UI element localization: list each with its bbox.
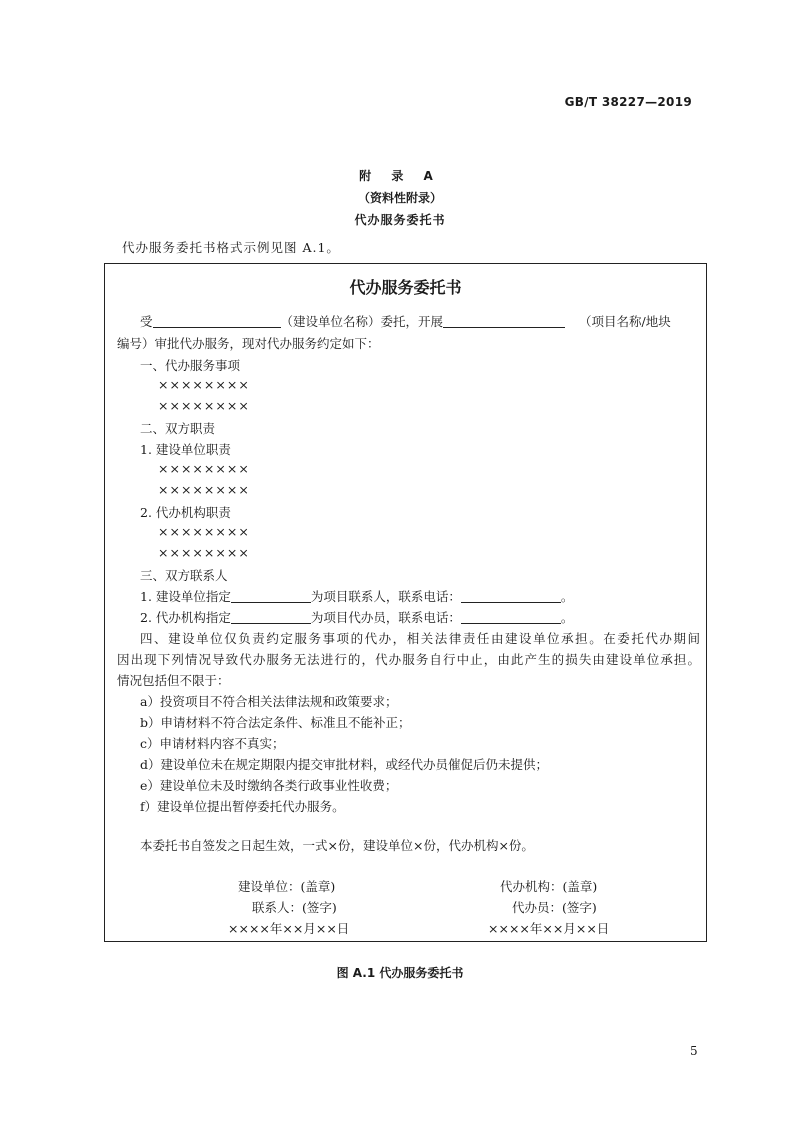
case-item: c）申请材料内容不真实； — [140, 736, 285, 751]
section-2-2-item: ×××××××× — [158, 545, 250, 560]
contact-2-label: 2. 代办机构指定 — [140, 610, 231, 625]
sign-unit-right: 代办机构：(盖章) — [500, 879, 598, 894]
section-2-1-item: ×××××××× — [158, 461, 250, 476]
period: 。 — [560, 589, 574, 604]
agent-name-blank — [231, 610, 311, 624]
sign-unit-left: 建设单位：(盖章) — [238, 879, 336, 894]
contact-2-text: 为项目代办员，联系电话： — [310, 610, 461, 625]
section-2-2-item: ×××××××× — [158, 524, 250, 539]
contact-line-2 — [140, 608, 573, 626]
annex-type: （资料性附录） — [357, 191, 442, 205]
section-1-heading: 一、代办服务事项 — [140, 358, 241, 373]
contact-line-1 — [140, 587, 573, 605]
case-item: f）建设单位提出暂停委托代办服务。 — [140, 799, 345, 814]
intro-text: 代办服务委托书格式示例见图 A.1。 — [122, 240, 340, 255]
contact-1-label: 1. 建设单位指定 — [140, 589, 231, 604]
section-2-1-heading: 1. 建设单位职责 — [140, 442, 231, 457]
case-item: a）投资项目不符合相关法律法规和政策要求； — [140, 694, 398, 709]
section-2-2-heading: 2. 代办机构职责 — [140, 505, 231, 520]
case-item: d）建设单位未在规定期限内提交审批材料，或经代办员催促后仍未提供； — [140, 757, 549, 772]
standard-code: GB/T 38227—2019 — [564, 95, 692, 109]
form-title: 代办服务委托书 — [349, 278, 462, 297]
section-1-item: ×××××××× — [158, 398, 250, 413]
para1-suffix: （项目名称/地块 — [579, 314, 671, 329]
sign-date-right: ××××年××月××日 — [488, 921, 610, 936]
sign-person-right: 代办员：(签字) — [512, 900, 597, 915]
para1-line1 — [140, 312, 671, 330]
section-4-line3: 情况包括但不限于： — [117, 673, 230, 688]
case-item: e）建设单位未及时缴纳各类行政事业性收费； — [140, 778, 398, 793]
validity-text: 本委托书自签发之日起生效，一式×份，建设单位×份，代办机构×份。 — [140, 838, 534, 853]
annex-name: 代办服务委托书 — [354, 213, 446, 227]
period: 。 — [560, 610, 574, 625]
case-item: b）申请材料不符合法定条件、标准且不能补正； — [140, 715, 411, 730]
contact-1-text: 为项目联系人，联系电话： — [310, 589, 461, 604]
section-2-1-item: ×××××××× — [158, 482, 250, 497]
sign-person-left: 联系人：(签字) — [252, 900, 337, 915]
sign-date-left: ××××年××月××日 — [228, 921, 350, 936]
para1-mid: （建设单位名称）委托，开展 — [280, 314, 444, 329]
para1-line2: 编号）审批代办服务，现对代办服务约定如下： — [117, 336, 380, 351]
agent-phone-blank — [461, 610, 561, 624]
project-name-blank — [443, 314, 565, 328]
section-1-item: ×××××××× — [158, 377, 250, 392]
section-4-line2: 因出现下列情况导致代办服务无法进行的，代办服务自行中止，由此产生的损失由建设单位承担。 — [117, 652, 700, 667]
para1-prefix: 受 — [140, 314, 153, 329]
section-2-heading: 二、双方职责 — [140, 421, 216, 436]
contact-phone-blank — [461, 589, 561, 603]
annex-title: 附 录 A — [359, 169, 441, 183]
section-3-heading: 三、双方联系人 — [140, 568, 228, 583]
figure-caption: 图 A.1 代办服务委托书 — [336, 966, 464, 980]
unit-name-blank — [153, 314, 281, 328]
page-number: 5 — [690, 1044, 698, 1058]
section-4-line1: 四、建设单位仅负责约定服务事项的代办，相关法律责任由建设单位承担。在委托代办期间 — [140, 631, 700, 646]
contact-name-blank — [231, 589, 311, 603]
